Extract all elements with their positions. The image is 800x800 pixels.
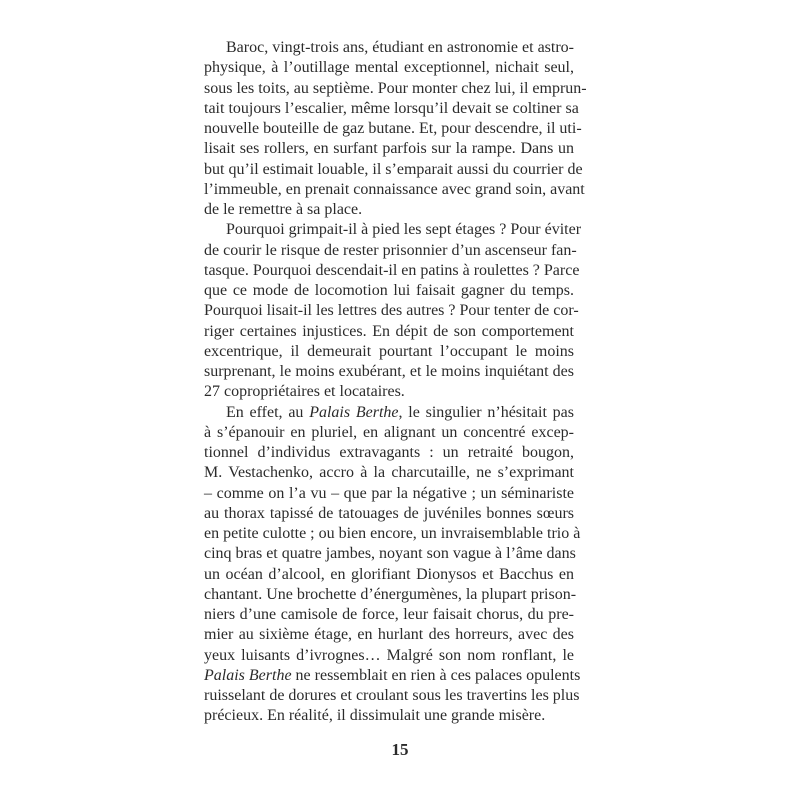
text-line: but qu’il estimait louable, il s’emparait aussi du courrier de (204, 160, 583, 178)
text-line: tionnel d’individus extravagants : un retraité bougon, (204, 444, 574, 461)
text-line: tasque. Pourquoi descendait-il en patins à roulettes ? Parce (204, 261, 580, 279)
text-line: riger certaines injustices. En dépit de son comportement (204, 322, 574, 340)
text-line: En effet, au Palais Berthe, le singulier n’hésitait pas (226, 403, 574, 421)
text-line: que ce mode de locomotion lui faisait gagner du temps. (204, 282, 574, 299)
text-line: M. Vestachenko, accro à la charcutaille, ne s’exprimant (204, 464, 574, 482)
text-line: en petite culotte ; ou bien encore, un invraisemblable trio à (204, 525, 581, 542)
text-line: à s’épanouir en pluriel, en alignant un concentré excep- (204, 423, 574, 441)
text-line: – comme on l’a vu – que par la négative ; un séminariste (204, 484, 574, 502)
text-line: physique, à l’outillage mental exceptionnel, nichait seul, (204, 59, 574, 77)
page-number: 15 (391, 740, 409, 759)
text-line: lisait ses rollers, en surfant parfois sur la rampe. Dans un (204, 140, 574, 158)
text-line: Palais Berthe ne ressemblait en rien à ces palaces opulents (204, 666, 581, 684)
text-line: ruisselant de dorures et croulant sous les travertins les plus (204, 687, 580, 704)
text-line: chantant. Une brochette d’énergumènes, la plupart prison- (204, 585, 577, 603)
text-line: au thorax tapissé de tatouages de juvéniles bonnes sœurs (204, 504, 574, 522)
text-line: excentrique, il demeurait pourtant l’occupant le moins (204, 342, 574, 360)
text-line: mier au sixième étage, en hurlant des horreurs, avec des (204, 626, 574, 644)
text-line: cinq bras et quatre jambes, noyant son vague à l’âme dans (204, 545, 576, 563)
text-line: surprenant, le moins exubérant, et le moins inquiétant des (204, 363, 574, 380)
text-line: yeux luisants d’ivrognes… Malgré son nom ronflant, le (204, 646, 574, 664)
text-line: nouvelle bouteille de gaz butane. Et, pour descendre, il uti- (204, 120, 582, 137)
text-line: Baroc, vingt-trois ans, étudiant en astronomie et astro- (226, 39, 574, 56)
text-line: un océan d’alcool, en glorifiant Dionysos et Bacchus en (204, 565, 574, 583)
text-line: tait toujours l’escalier, même lorsqu’il devait se coltiner sa (204, 99, 579, 117)
text-line: l’immeuble, en prenait connaissance avec grand soin, avant (204, 180, 585, 198)
text-line: de courir le risque de rester prisonnier d’un ascenseur fan- (204, 241, 577, 259)
text-line: précieux. En réalité, il dissimulait une grande misère. (204, 707, 546, 725)
text-line: 27 copropriétaires et locataires. (204, 383, 405, 401)
text-line: niers d’une camisole de force, leur faisait chorus, du pre- (204, 606, 574, 623)
text-line: Pourquoi lisait-il les lettres des autres ? Pour tenter de cor- (204, 302, 579, 320)
text-line: de le remettre à sa place. (204, 201, 363, 218)
body-text (204, 38, 587, 727)
text-line: Pourquoi grimpait-il à pied les sept étages ? Pour éviter (226, 221, 582, 239)
text-line: sous les toits, au septième. Pour monter chez lui, il emprun- (204, 79, 587, 97)
